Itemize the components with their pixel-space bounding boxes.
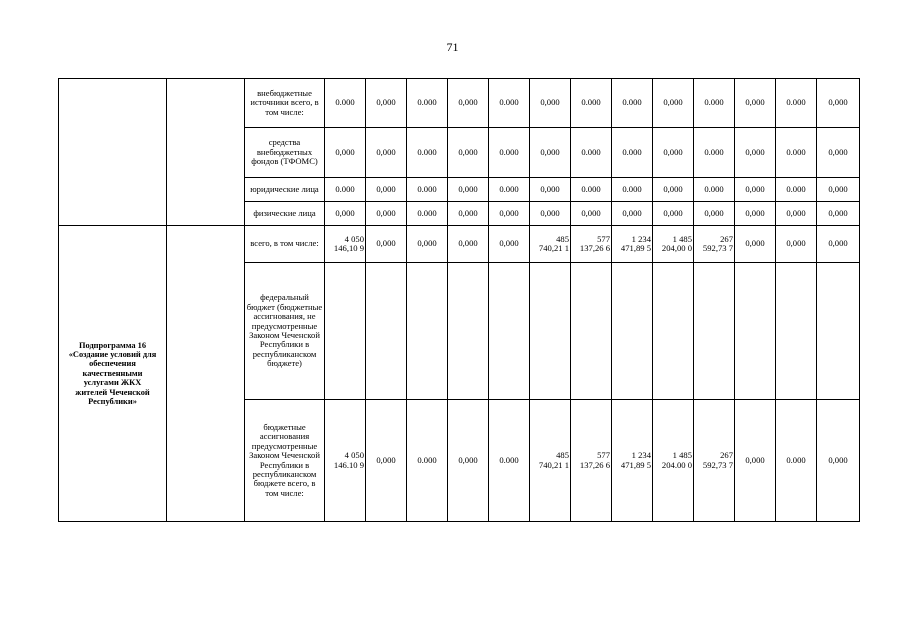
value-cell: 0.000 <box>776 178 817 202</box>
value-cell: 0,000 <box>735 178 776 202</box>
value-cell: 0,000 <box>366 226 407 263</box>
value-cell: 0,000 <box>776 202 817 226</box>
source-label: внебюджетные источники всего, в том числе: <box>245 79 325 128</box>
value-cell: 0,000 <box>530 128 571 178</box>
value-cell: 0.000 <box>612 178 653 202</box>
subprogram-title: Подпрограмма 16 «Создание условий для обеспечения качественными услугами ЖКХ жителей Чеченской Республики» <box>59 226 167 522</box>
value-cell: 0.000 <box>489 178 530 202</box>
value-cell <box>694 263 735 400</box>
value-cell: 0,000 <box>735 400 776 522</box>
value-cell: 0,000 <box>735 226 776 263</box>
value-cell: 0.000 <box>489 400 530 522</box>
empty-cell <box>167 79 245 226</box>
value-cell: 0.000 <box>407 202 448 226</box>
value-cell: 0.000 <box>694 178 735 202</box>
budget-table <box>58 78 860 522</box>
value-cell: 0,000 <box>612 202 653 226</box>
value-cell: 0,000 <box>817 400 860 522</box>
value-cell <box>530 263 571 400</box>
value-cell <box>612 263 653 400</box>
value-cell <box>571 263 612 400</box>
value-cell: 0.000 <box>776 400 817 522</box>
value-cell: 0,000 <box>489 226 530 263</box>
value-cell: 0,000 <box>694 202 735 226</box>
page-number: 71 <box>446 40 459 54</box>
value-cell: 485 740,21 1 <box>530 400 571 522</box>
value-cell: 0,000 <box>366 79 407 128</box>
value-cell: 0,000 <box>735 79 776 128</box>
value-cell: 0.000 <box>489 128 530 178</box>
value-cell: 0,000 <box>530 79 571 128</box>
value-cell: 0.000 <box>612 79 653 128</box>
value-cell: 0,000 <box>735 128 776 178</box>
value-cell: 0,000 <box>489 202 530 226</box>
source-label: физические лица <box>245 202 325 226</box>
value-cell: 267 592,73 7 <box>694 226 735 263</box>
value-cell: 0,000 <box>448 226 489 263</box>
value-cell: 577 137,26 6 <box>571 400 612 522</box>
source-label: юридические лица <box>245 178 325 202</box>
value-cell: 4 050 146,10 9 <box>325 226 366 263</box>
empty-cell <box>167 226 245 522</box>
value-cell: 0,000 <box>448 128 489 178</box>
empty-cell <box>59 79 167 226</box>
value-cell: 0.000 <box>571 79 612 128</box>
value-cell: 0.000 <box>571 178 612 202</box>
value-cell: 1 234 471,89 5 <box>612 226 653 263</box>
value-cell: 1 485 204.00 0 <box>653 400 694 522</box>
value-cell: 0,000 <box>653 128 694 178</box>
value-cell: 0,000 <box>366 128 407 178</box>
value-cell <box>653 263 694 400</box>
value-cell <box>776 263 817 400</box>
value-cell: 0.000 <box>694 128 735 178</box>
value-cell: 0,000 <box>448 79 489 128</box>
value-cell: 1 234 471,89 5 <box>612 400 653 522</box>
value-cell: 0,000 <box>653 178 694 202</box>
value-cell: 1 485 204,00 0 <box>653 226 694 263</box>
value-cell <box>735 263 776 400</box>
value-cell: 0,000 <box>366 202 407 226</box>
value-cell: 0,000 <box>530 178 571 202</box>
table-row <box>59 226 860 263</box>
value-cell: 0,000 <box>448 178 489 202</box>
value-cell: 0,000 <box>366 400 407 522</box>
value-cell: 0,000 <box>653 202 694 226</box>
value-cell: 0,000 <box>530 202 571 226</box>
source-label: бюджетные ассигнования предусмотренные Законом Чеченской Республики в республиканском бюджете всего, в том числе: <box>245 400 325 522</box>
value-cell: 0,000 <box>776 226 817 263</box>
value-cell: 0,000 <box>407 226 448 263</box>
value-cell: 4 050 146.10 9 <box>325 400 366 522</box>
value-cell: 0,000 <box>448 400 489 522</box>
value-cell <box>817 263 860 400</box>
value-cell: 0,000 <box>325 202 366 226</box>
source-label: федеральный бюджет (бюджетные ассигнования, не предусмотренные Законом Чеченской Республики в республиканском бюджете) <box>245 263 325 400</box>
value-cell: 0,000 <box>366 178 407 202</box>
value-cell: 0,000 <box>817 202 860 226</box>
value-cell: 0,000 <box>571 202 612 226</box>
value-cell: 485 740,21 1 <box>530 226 571 263</box>
value-cell <box>448 263 489 400</box>
value-cell: 0.000 <box>325 79 366 128</box>
value-cell: 0,000 <box>653 79 694 128</box>
source-label: средства внебюджетных фондов (ТФОМС) <box>245 128 325 178</box>
value-cell: 0.000 <box>489 79 530 128</box>
value-cell: 577 137,26 6 <box>571 226 612 263</box>
table-row <box>59 79 860 128</box>
value-cell <box>407 263 448 400</box>
value-cell: 0,000 <box>735 202 776 226</box>
value-cell <box>489 263 530 400</box>
value-cell: 267 592,73 7 <box>694 400 735 522</box>
value-cell: 0.000 <box>694 79 735 128</box>
value-cell: 0,000 <box>448 202 489 226</box>
value-cell: 0.000 <box>776 79 817 128</box>
value-cell: 0,000 <box>817 79 860 128</box>
value-cell: 0.000 <box>325 178 366 202</box>
value-cell: 0.000 <box>407 79 448 128</box>
value-cell: 0,000 <box>817 128 860 178</box>
value-cell: 0.000 <box>776 128 817 178</box>
value-cell: 0.000 <box>407 178 448 202</box>
value-cell: 0.000 <box>407 128 448 178</box>
value-cell: 0,000 <box>817 178 860 202</box>
value-cell: 0.000 <box>407 400 448 522</box>
value-cell <box>325 263 366 400</box>
value-cell <box>366 263 407 400</box>
source-label: всего, в том числе: <box>245 226 325 263</box>
value-cell: 0,000 <box>325 128 366 178</box>
value-cell: 0.000 <box>612 128 653 178</box>
value-cell: 0.000 <box>571 128 612 178</box>
value-cell: 0,000 <box>817 226 860 263</box>
